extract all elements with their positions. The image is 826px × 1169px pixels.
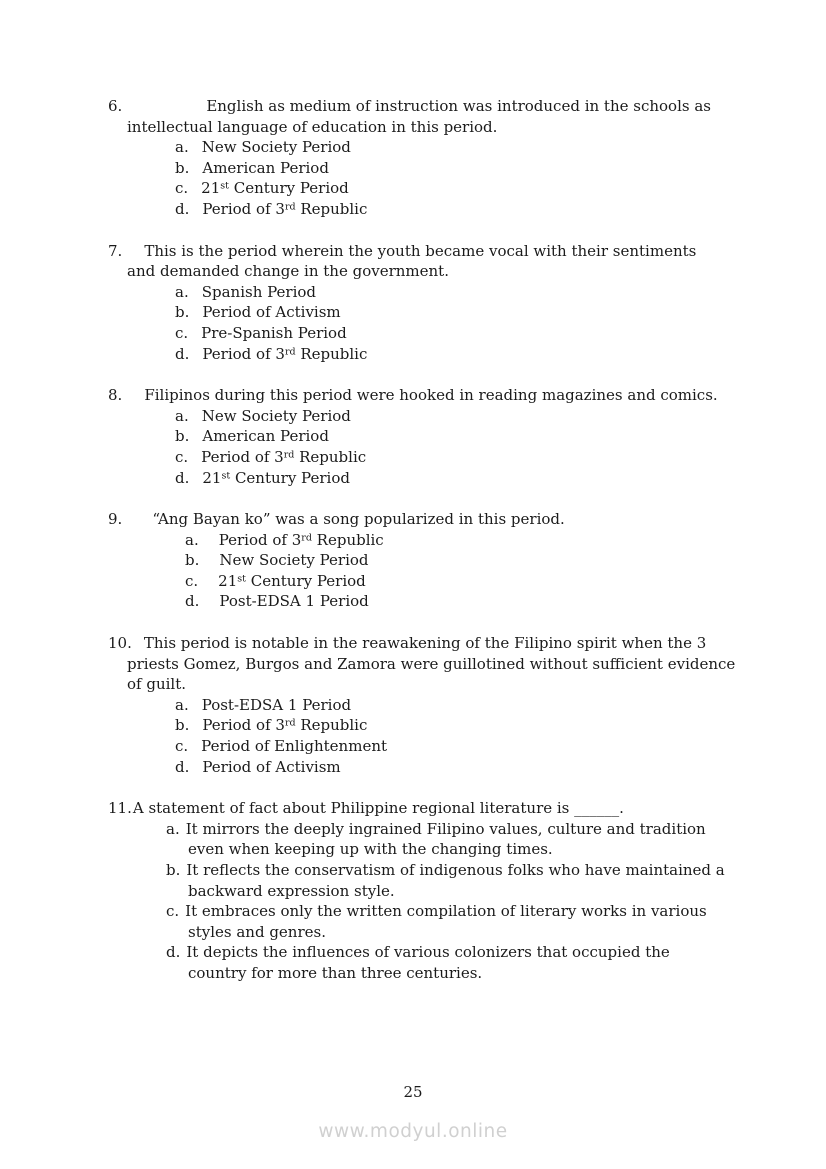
question-number: 11. — [108, 799, 132, 818]
option-line — [188, 922, 788, 943]
question-text: priests Gomez, Burgos and Zamora were guillotined without sufficient evidence — [127, 654, 736, 673]
option-letter: c. — [175, 323, 189, 342]
letter-text-gap — [189, 771, 202, 772]
option-text: Period of 3rd Republic — [218, 530, 384, 549]
option-text: 21st Century Period — [218, 571, 366, 590]
option-text: It embraces only the written compilation of literary works in various — [185, 902, 707, 921]
question-text-line — [127, 117, 788, 138]
question-text-line — [108, 798, 788, 819]
option-text: country for more than three centuries. — [188, 963, 483, 982]
letter-text-gap — [199, 544, 219, 545]
option-a — [175, 137, 788, 158]
option-b — [175, 158, 788, 179]
letter-text-gap — [189, 151, 202, 152]
option-line — [188, 881, 788, 902]
option-letter: a. — [175, 406, 189, 425]
ordinal-suffix: rd — [301, 532, 312, 544]
option-line — [166, 901, 788, 922]
option-a — [175, 282, 788, 303]
option-d — [175, 344, 788, 365]
question-text: A statement of fact about Philippine regional literature is ______. — [132, 799, 624, 818]
question-9 — [108, 509, 788, 612]
option-line — [185, 530, 788, 551]
option-line — [175, 137, 788, 158]
option-d — [185, 591, 788, 612]
option-text: 21st Century Period — [201, 179, 349, 198]
question-text-line — [108, 241, 788, 262]
option-d — [175, 468, 788, 489]
option-letter: a. — [175, 282, 189, 301]
watermark-text: www.modyul.online — [318, 1121, 508, 1142]
question-text: and demanded change in the government. — [127, 262, 449, 281]
option-c — [175, 736, 788, 757]
option-letter: d. — [175, 344, 190, 363]
ordinal-suffix: rd — [284, 717, 296, 729]
question-text: This is the period wherein the youth became vocal with their sentiments — [144, 241, 697, 260]
option-text: Post-EDSA 1 Period — [201, 695, 352, 714]
question-text: Filipinos during this period were hooked in reading magazines and comics. — [144, 386, 718, 405]
option-line — [175, 447, 788, 468]
option-text: Period of Activism — [202, 303, 341, 322]
option-text: 21st Century Period — [202, 468, 350, 487]
option-c — [175, 178, 788, 199]
option-a — [175, 695, 788, 716]
question-text: “Ang Bayan ko” was a song popularized in this period. — [152, 510, 565, 529]
option-letter: a. — [175, 138, 189, 157]
question-8 — [108, 385, 788, 488]
option-text: It reflects the conservatism of indigenous folks who have maintained a — [186, 861, 725, 879]
option-text: Spanish Period — [201, 282, 317, 301]
option-d — [166, 942, 788, 983]
letter-text-gap — [189, 482, 202, 483]
option-text: Period of Activism — [202, 757, 341, 776]
option-text: New Society Period — [219, 551, 369, 570]
option-b — [185, 550, 788, 571]
letter-text-gap — [189, 729, 202, 730]
option-c — [166, 901, 788, 942]
ordinal-suffix: st — [237, 573, 246, 585]
option-text: Post-EDSA 1 Period — [219, 592, 369, 611]
option-c — [185, 571, 788, 592]
questions-list — [108, 96, 788, 1005]
option-line — [185, 571, 788, 592]
number-text-gap — [122, 255, 144, 256]
option-c — [175, 323, 788, 344]
option-d — [175, 199, 788, 220]
option-b — [175, 302, 788, 323]
option-text: Period of 3rd Republic — [201, 447, 367, 466]
number-text-gap — [132, 647, 144, 648]
options-list — [175, 137, 788, 219]
question-text: of guilt. — [127, 675, 187, 694]
question-text: This period is notable in the reawakening of the Filipino spirit when the 3 — [143, 634, 707, 653]
option-c — [175, 447, 788, 468]
option-line — [185, 591, 788, 612]
question-text-line — [108, 96, 788, 117]
option-letter: b. — [175, 303, 190, 322]
option-line — [175, 426, 788, 447]
option-line — [188, 963, 788, 984]
option-text: American Period — [202, 427, 329, 446]
ordinal-suffix: st — [221, 470, 231, 481]
option-b — [166, 860, 788, 901]
option-text: backward expression style. — [188, 881, 395, 900]
option-text: American Period — [202, 158, 329, 177]
number-text-gap — [122, 399, 144, 400]
option-letter: d. — [175, 468, 190, 487]
option-line — [175, 199, 788, 220]
option-letter: d. — [175, 757, 190, 776]
option-letter: c. — [175, 737, 189, 756]
option-b — [175, 426, 788, 447]
option-line — [175, 406, 788, 427]
option-d — [175, 757, 788, 778]
option-text: Period of 3rd Republic — [202, 344, 368, 363]
option-line — [175, 178, 788, 199]
options-list — [175, 695, 788, 777]
question-text: intellectual language of education in this period. — [127, 117, 498, 136]
question-text-line — [108, 385, 788, 406]
question-6 — [108, 96, 788, 220]
page-number: 25 — [403, 1083, 423, 1101]
question-text: English as medium of instruction was introduced in the schools as — [206, 97, 711, 115]
option-letter: d. — [175, 199, 190, 218]
option-b — [175, 715, 788, 736]
option-text: It depicts the influences of various colonizers that occupied the — [186, 943, 670, 962]
letter-text-gap — [188, 337, 201, 338]
question-text-line — [108, 509, 788, 530]
option-a — [185, 530, 788, 551]
option-letter: a. — [175, 695, 189, 714]
letter-text-gap — [189, 709, 202, 710]
option-letter: b. — [175, 158, 190, 177]
option-text: Period of 3rd Republic — [202, 716, 368, 735]
options-list — [166, 819, 788, 984]
letter-text-gap — [189, 316, 202, 317]
options-list — [175, 406, 788, 488]
option-line — [188, 839, 788, 860]
letter-text-gap — [189, 296, 202, 297]
question-number: 7. — [108, 241, 123, 260]
option-letter: b. — [166, 861, 181, 879]
option-line — [166, 860, 788, 881]
letter-text-gap — [198, 585, 218, 586]
letter-text-gap — [188, 461, 201, 462]
option-line — [166, 942, 788, 963]
option-text: New Society Period — [201, 138, 351, 157]
ordinal-suffix: rd — [284, 201, 296, 213]
option-line — [175, 344, 788, 365]
option-a — [175, 406, 788, 427]
ordinal-suffix: rd — [284, 346, 296, 358]
letter-text-gap — [189, 213, 202, 214]
option-text: Period of 3rd Republic — [202, 199, 368, 218]
letter-text-gap — [189, 358, 202, 359]
question-10 — [108, 633, 788, 777]
option-line — [185, 550, 788, 571]
question-text-line — [127, 674, 788, 695]
letter-text-gap — [188, 192, 201, 193]
option-text: Period of Enlightenment — [201, 737, 388, 756]
question-text-line — [127, 261, 788, 282]
letter-text-gap — [189, 172, 202, 173]
option-letter: c. — [166, 902, 180, 921]
option-text: New Society Period — [201, 406, 351, 425]
number-text-gap — [122, 110, 206, 111]
question-number: 10. — [108, 634, 132, 653]
option-letter: b. — [175, 716, 190, 735]
question-number: 6. — [108, 97, 123, 115]
letter-text-gap — [199, 564, 219, 565]
options-list — [185, 530, 788, 612]
question-number: 9. — [108, 510, 123, 529]
option-letter: c. — [185, 571, 199, 590]
letter-text-gap — [189, 440, 202, 441]
option-letter: c. — [175, 447, 189, 466]
options-list — [175, 282, 788, 364]
question-7 — [108, 241, 788, 365]
option-text: even when keeping up with the changing times. — [188, 840, 553, 859]
option-line — [175, 282, 788, 303]
question-text-line — [127, 654, 788, 675]
option-text: Pre-Spanish Period — [201, 323, 347, 342]
option-a — [166, 819, 788, 860]
option-letter: a. — [185, 530, 199, 549]
option-line — [175, 323, 788, 344]
option-letter: d. — [166, 943, 181, 962]
question-number: 8. — [108, 386, 123, 405]
option-letter: d. — [185, 592, 200, 611]
option-letter: c. — [175, 179, 189, 198]
letter-text-gap — [199, 605, 219, 606]
option-line — [175, 695, 788, 716]
number-text-gap — [122, 523, 152, 524]
question-11 — [108, 798, 788, 983]
question-text-line — [108, 633, 788, 654]
option-letter: b. — [175, 427, 190, 446]
option-line — [175, 757, 788, 778]
option-letter: b. — [185, 551, 200, 570]
ordinal-suffix: rd — [283, 449, 295, 461]
letter-text-gap — [189, 420, 202, 421]
option-line — [175, 158, 788, 179]
ordinal-suffix: st — [220, 180, 229, 192]
option-line — [175, 468, 788, 489]
option-line — [175, 736, 788, 757]
option-text: It mirrors the deeply ingrained Filipino values, culture and tradition — [185, 819, 706, 838]
option-line — [175, 302, 788, 323]
option-letter: a. — [166, 819, 180, 838]
option-line — [166, 819, 788, 840]
option-line — [175, 715, 788, 736]
letter-text-gap — [188, 750, 201, 751]
option-text: styles and genres. — [188, 922, 326, 941]
